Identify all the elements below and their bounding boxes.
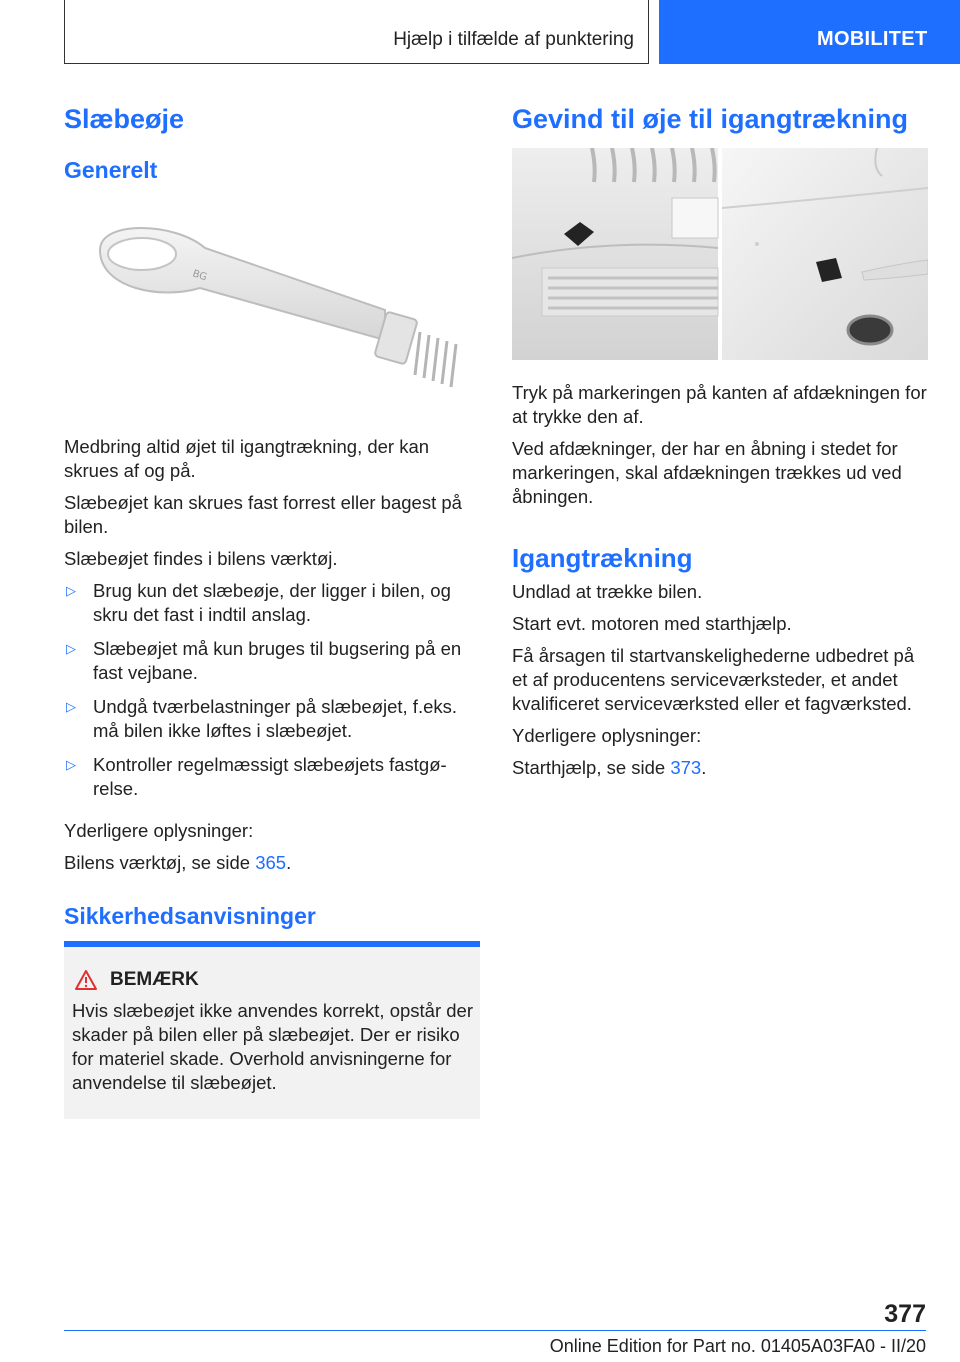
note-title: BEMÆRK	[110, 969, 199, 990]
warning-icon	[74, 969, 98, 991]
page-link-373[interactable]: 373	[670, 757, 702, 778]
heading-safety: Sikkerhedsanvisninger	[64, 903, 316, 929]
footer-edition: Online Edition for Part no. 01405A03FA0 - II/20	[549, 1336, 926, 1356]
heading-tow-eye: Slæbeøje	[64, 104, 185, 134]
list-item	[64, 637, 480, 685]
list-item-text: Kontroller regelmæssigt slæbeøjets fastgørelse.	[93, 754, 447, 799]
footer-divider	[64, 1330, 926, 1331]
reference-text: Bilens værktøj, se side	[64, 852, 256, 873]
paragraph: Start evt. motoren med starthjælp.	[512, 613, 792, 634]
cross-reference	[64, 851, 480, 875]
triangle-bullet-icon: ▷	[66, 583, 76, 598]
list-item-text: Brug kun det slæbeøje, der ligger i bilen, og skru det fast i indtil anslag.	[93, 580, 451, 625]
list-item-text: Undgå tværbelastninger på slæbeøjet, f.eks. må bilen ikke løftes i slæbeøjet.	[93, 696, 458, 741]
reference-text: Starthjælp, se side	[512, 757, 671, 778]
header-section-title: Hjælp i tilfælde af punktering	[393, 29, 634, 50]
left-column	[64, 104, 480, 184]
triangle-bullet-icon: ▷	[66, 641, 76, 656]
reference-end: .	[701, 757, 707, 778]
paragraph: Tryk på markeringen på kanten af afdækningen for at trykke den af.	[512, 382, 927, 427]
tool-label: BG	[191, 268, 209, 284]
tow-eye-image	[80, 210, 470, 400]
page-number: 377	[884, 1300, 926, 1328]
triangle-bullet-icon: ▷	[66, 757, 76, 772]
paragraph: Undlad at trække bilen.	[512, 581, 703, 602]
note-box	[64, 941, 480, 1119]
paragraph: Slæbeøjet findes i bilens værktøj.	[64, 548, 338, 569]
list-item-text: Slæbeøjet må kun bruges til bugsering på en fast vejbane.	[93, 638, 462, 683]
left-body	[64, 435, 480, 875]
more-info-label: Yderligere oplysninger:	[64, 820, 254, 841]
list-item	[64, 753, 480, 801]
right-column	[512, 104, 928, 135]
paragraph: Få årsagen til startvanskelighederne udbedret på et af producentens serviceværksteder, et andet kvalificeret serviceværksted eller et fagværksted.	[512, 645, 915, 714]
more-info-label: Yderligere oplysninger:	[512, 725, 702, 746]
safety-section	[64, 903, 480, 930]
heading-jump-start: Igangtrækning	[512, 543, 693, 573]
bumper-cover-image	[512, 148, 928, 360]
paragraph: Slæbeøjet kan skrues fast forrest eller bagest på bilen.	[64, 492, 462, 537]
page-link-365[interactable]: 365	[255, 852, 287, 873]
list-item	[64, 695, 480, 743]
header-chapter-tab	[659, 0, 960, 64]
header-box	[64, 0, 649, 64]
header-tab-label: MOBILITET	[817, 28, 928, 50]
reference-end: .	[286, 852, 292, 873]
triangle-bullet-icon: ▷	[66, 699, 76, 714]
heading-thread-cover: Gevind til øje til igangtrækning	[512, 104, 909, 134]
list-item	[64, 579, 480, 627]
paragraph: Medbring altid øjet til igangtrækning, der kan skrues af og på.	[64, 436, 430, 481]
cross-reference	[512, 756, 928, 780]
subheading-general: Generelt	[64, 157, 158, 183]
right-body	[512, 381, 928, 780]
paragraph: Ved afdækninger, der har en åbning i stedet for markeringen, skal afdækningen trækkes ud ved åbningen.	[512, 438, 902, 507]
note-text: Hvis slæbeøjet ikke anvendes korrekt, opstår der skader på bilen eller på slæbeøjet. Der er risiko for materiel skade. Overhold anvisningerne for anvendelse til slæbeøjet.	[72, 1000, 474, 1093]
